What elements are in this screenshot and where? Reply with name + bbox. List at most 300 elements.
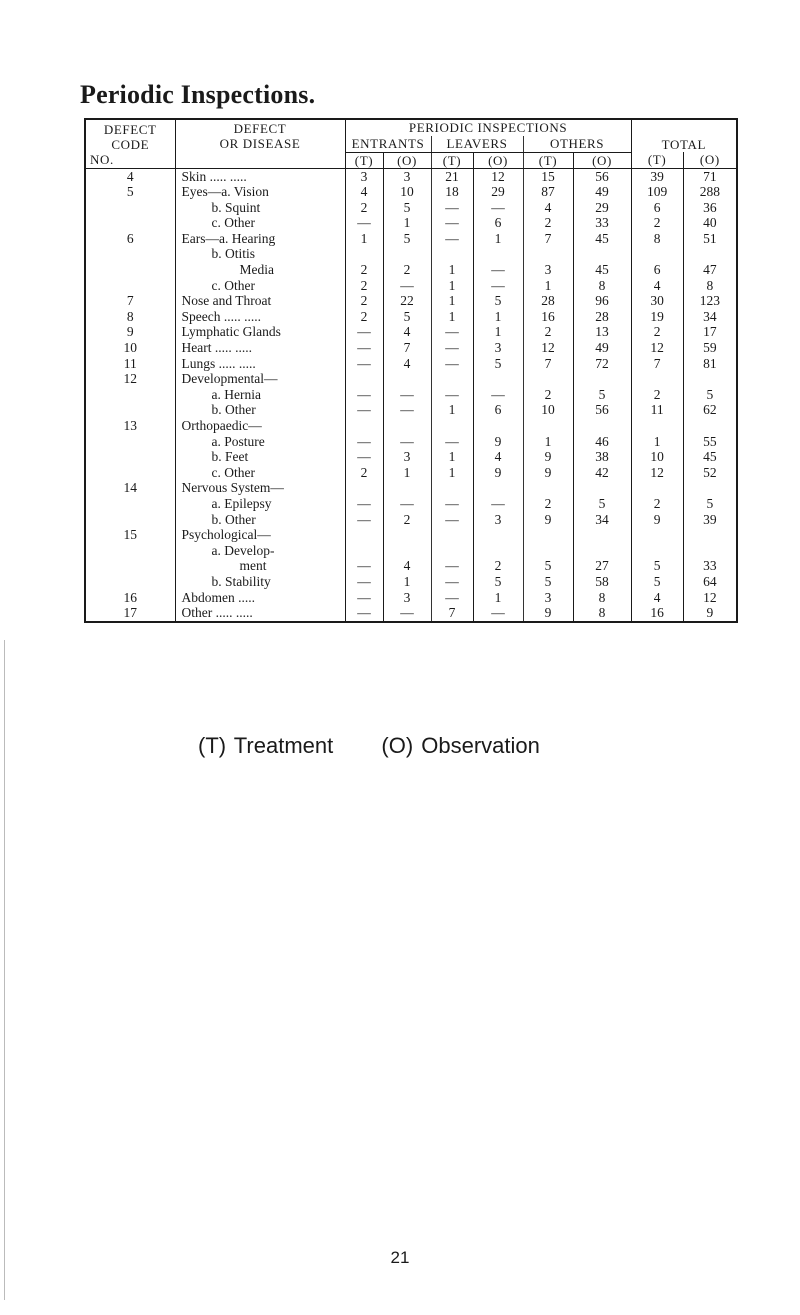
table-row [85,168,737,184]
leavers-t-cell [431,246,473,262]
leavers-t-cell: — [431,200,473,216]
leavers-t-cell: 7 [431,605,473,622]
total-t-header: (T) [631,152,683,168]
entrants-t-cell [345,371,383,387]
leavers-o-cell: 3 [473,340,523,356]
total-o-cell: 62 [703,402,717,418]
defect-name-cell: b. Other [175,512,345,528]
entrants-o-cell: 3 [383,168,431,184]
total-t-cell [631,527,683,543]
total-t-cell: 2 [631,324,683,340]
defect-name-cell: ment [175,558,345,574]
defect-code-cell [85,262,175,278]
code-label-2: CODE [111,137,150,152]
defect-name-cell: a. Posture [175,434,345,450]
total-o-cell: 59 [703,340,717,356]
leavers-o-cell: 1 [473,309,523,325]
legend [198,733,580,759]
leavers-o-cell: 12 [473,168,523,184]
leavers-o-cell: 2 [473,558,523,574]
defect-code-cell [85,543,175,559]
table-row [85,558,737,574]
table-row [85,200,737,216]
total-t-cell: 2 [631,215,683,231]
leavers-t-cell: — [431,590,473,606]
others-t-cell: 9 [523,465,573,481]
page-number: 21 [390,1248,410,1267]
table-row [85,543,737,559]
entrants-o-cell: — [383,278,431,294]
leavers-o-cell [473,371,523,387]
total-o-cell: 34 [703,308,717,324]
others-o-cell: 45 [573,262,631,278]
table-row [85,496,737,512]
others-t-cell: 28 [523,293,573,309]
total-o-cell: 5 [706,386,714,402]
total-o-cell: 55 [703,433,717,449]
total-o-cell: 81 [703,355,717,371]
leavers-t-cell: 1 [431,262,473,278]
others-o-cell [573,371,631,387]
entrants-o-cell: 7 [383,340,431,356]
leavers-t-cell [431,371,473,387]
leavers-o-cell: 1 [473,324,523,340]
defect-code-cell: 5 [85,184,175,200]
inspections-table [84,118,738,623]
total-o-cell: 288 [699,184,720,200]
table-row [85,387,737,403]
leavers-o-cell: 6 [473,402,523,418]
leavers-o-header: (O) [473,152,523,168]
entrants-o-cell: 4 [383,356,431,372]
leavers-t-cell: 1 [431,293,473,309]
defect-name-cell: a. Epilepsy [175,496,345,512]
total-t-cell: 12 [631,465,683,481]
defect-name-cell: Lymphatic Glands [175,324,345,340]
defect-code-cell [85,496,175,512]
table-row [85,324,737,340]
table-row [85,480,737,496]
leavers-o-cell [473,480,523,496]
defect-code-cell [85,449,175,465]
leavers-t-cell: — [431,231,473,247]
defect-name-cell: Psychological— [175,527,345,543]
leavers-o-cell: 5 [473,356,523,372]
table-row [85,527,737,543]
total-o-cell: 36 [703,199,717,215]
defect-code-cell [85,387,175,403]
others-o-cell: 49 [573,340,631,356]
defect-code-cell: 6 [85,231,175,247]
total-o-cell: 40 [703,215,717,231]
defect-code-cell: 4 [85,168,175,184]
table-row [85,293,737,309]
table-row [85,371,737,387]
total-o-cell: 71 [703,168,717,184]
others-o-cell: 5 [573,387,631,403]
page-title: Periodic Inspections. [80,80,316,109]
entrants-o-cell: 5 [383,309,431,325]
leavers-o-cell: 9 [473,465,523,481]
total-o-cell: 17 [703,324,717,340]
others-t-cell: 4 [523,200,573,216]
defect-name-cell: b. Squint [175,200,345,216]
leavers-t-cell: — [431,340,473,356]
defect-name-cell: c. Other [175,215,345,231]
table-body [85,168,737,622]
others-o-cell: 72 [573,356,631,372]
entrants-o-cell: — [383,387,431,403]
total-o-cell: 8 [706,277,714,293]
others-t-cell: 87 [523,184,573,200]
entrants-t-cell: — [345,215,383,231]
others-t-cell: 2 [523,387,573,403]
page-edge-line [4,640,5,1300]
leavers-o-cell: — [473,262,523,278]
entrants-o-cell [383,246,431,262]
total-t-cell: 9 [631,512,683,528]
total-o-cell [683,418,737,434]
defect-code-cell: 11 [85,356,175,372]
defect-disease-header [175,119,345,152]
defect-name-cell: a. Hernia [175,387,345,403]
table-row [85,512,737,528]
others-header: OTHERS [523,136,631,152]
entrants-o-cell: — [383,402,431,418]
table-row [85,605,737,622]
entrants-o-cell: — [383,434,431,450]
entrants-o-cell [383,371,431,387]
others-t-cell [523,543,573,559]
table-row [85,590,737,606]
leavers-o-cell: — [473,278,523,294]
leavers-o-cell: 5 [473,574,523,590]
total-o-cell [683,543,737,559]
defect-code-cell: 8 [85,309,175,325]
total-o-cell [683,480,737,496]
total-t-cell: 109 [631,184,683,200]
leavers-o-cell: 1 [473,231,523,247]
defect-code-cell: 15 [85,527,175,543]
leavers-o-cell [473,527,523,543]
others-o-cell: 33 [573,215,631,231]
entrants-t-cell [345,246,383,262]
table-row [85,340,737,356]
entrants-t-cell: 2 [345,278,383,294]
entrants-header: ENTRANTS [345,136,431,152]
leavers-o-cell: — [473,200,523,216]
others-o-cell: 58 [573,574,631,590]
total-t-cell: 16 [631,605,683,622]
entrants-t-cell: — [345,340,383,356]
defect-code-cell [85,246,175,262]
defect-code-header [85,119,175,152]
defect-code-cell [85,574,175,590]
defect-name-cell: Media [175,262,345,278]
total-o-cell [683,246,737,262]
table-row [85,278,737,294]
others-t-cell: 9 [523,512,573,528]
others-t-cell [523,418,573,434]
defect-name-cell: Abdomen ..... [175,590,345,606]
total-t-cell: 5 [631,558,683,574]
entrants-t-cell: — [345,324,383,340]
others-o-cell: 8 [573,278,631,294]
defect-code-cell: 12 [85,371,175,387]
others-t-cell: 5 [523,574,573,590]
entrants-t-cell: — [345,496,383,512]
leavers-o-cell: 6 [473,215,523,231]
leavers-o-cell [473,418,523,434]
defect-name-cell: Ears—a. Hearing [175,231,345,247]
leavers-t-cell [431,480,473,496]
others-o-cell: 42 [573,465,631,481]
others-t-cell [523,246,573,262]
total-header: TOTAL [661,137,706,152]
others-t-cell: 15 [523,168,573,184]
total-o-cell: 12 [703,589,717,605]
table-row [85,262,737,278]
total-t-cell: 30 [631,293,683,309]
others-t-cell: 7 [523,231,573,247]
defect-code-cell [85,465,175,481]
entrants-o-cell: 4 [383,324,431,340]
others-o-cell: 56 [573,168,631,184]
others-o-cell [573,543,631,559]
defect-name-cell: Heart ..... ..... [175,340,345,356]
defect-code-cell [85,215,175,231]
defect-name-cell: b. Otitis [175,246,345,262]
entrants-o-cell: — [383,605,431,622]
leavers-o-cell: 4 [473,449,523,465]
others-t-cell [523,371,573,387]
others-o-cell [573,480,631,496]
legend-treatment: (T) Treatment [198,733,334,758]
entrants-t-cell: — [345,558,383,574]
others-t-cell: 1 [523,434,573,450]
others-t-cell [523,527,573,543]
leavers-t-cell: — [431,512,473,528]
leavers-o-cell: 5 [473,293,523,309]
leavers-t-header: (T) [431,152,473,168]
entrants-t-cell: — [345,387,383,403]
entrants-t-cell: 2 [345,200,383,216]
total-t-cell: 10 [631,449,683,465]
others-t-cell: 5 [523,558,573,574]
total-t-cell: 7 [631,356,683,372]
entrants-o-cell: 22 [383,293,431,309]
others-o-cell: 56 [573,402,631,418]
total-t-cell: 1 [631,434,683,450]
leavers-t-cell [431,527,473,543]
total-t-cell [631,543,683,559]
others-o-cell [573,527,631,543]
leavers-o-cell: 3 [473,512,523,528]
total-o-cell: 123 [699,293,720,309]
others-t-cell: 9 [523,449,573,465]
table-row [85,184,737,200]
entrants-t-cell: — [345,402,383,418]
defect-code-cell: 17 [85,605,175,622]
others-o-cell: 34 [573,512,631,528]
others-t-cell: 2 [523,215,573,231]
entrants-t-cell [345,527,383,543]
others-t-cell: 2 [523,496,573,512]
total-o-cell: 47 [703,262,717,278]
defect-name-cell: b. Other [175,402,345,418]
others-t-cell: 12 [523,340,573,356]
others-o-cell: 49 [573,184,631,200]
others-o-cell: 46 [573,434,631,450]
entrants-o-cell: 1 [383,574,431,590]
leavers-t-cell: 1 [431,465,473,481]
leavers-t-cell: — [431,434,473,450]
entrants-o-cell: 5 [383,200,431,216]
entrants-t-cell: — [345,590,383,606]
total-t-cell: 12 [631,340,683,356]
entrants-t-cell: 2 [345,293,383,309]
leavers-t-cell: 1 [431,402,473,418]
total-o-cell: 39 [703,511,717,527]
total-o-cell [683,371,737,387]
leavers-t-cell [431,543,473,559]
entrants-o-cell: 4 [383,558,431,574]
entrants-o-cell: 1 [383,215,431,231]
leavers-o-cell: 9 [473,434,523,450]
total-t-cell: 6 [631,200,683,216]
defect-code-cell: 7 [85,293,175,309]
defect-code-cell [85,200,175,216]
defect-name-cell: Speech ..... ..... [175,309,345,325]
entrants-t-cell: — [345,605,383,622]
leavers-t-cell: — [431,324,473,340]
total-o-cell: 45 [703,449,717,465]
disease-label-2: OR DISEASE [219,136,301,151]
others-o-cell: 29 [573,200,631,216]
leavers-t-cell: — [431,558,473,574]
total-t-cell: 11 [631,402,683,418]
leavers-t-cell: — [431,496,473,512]
others-o-cell: 8 [573,605,631,622]
disease-subheader-blank [175,152,345,168]
defect-code-cell [85,402,175,418]
entrants-o-cell: 5 [383,231,431,247]
others-o-cell [573,418,631,434]
total-o-cell: 5 [706,495,714,511]
entrants-t-cell: 2 [345,465,383,481]
leavers-t-cell: — [431,387,473,403]
defect-code-cell: 9 [85,324,175,340]
others-o-cell: 5 [573,496,631,512]
total-o-cell: 51 [703,230,717,246]
defect-name-cell: Skin ..... ..... [175,168,345,184]
defect-code-cell: 13 [85,418,175,434]
total-o-cell: 33 [703,558,717,574]
defect-code-cell: 10 [85,340,175,356]
leavers-o-cell: — [473,605,523,622]
leavers-o-cell: — [473,387,523,403]
defect-name-cell: c. Other [175,278,345,294]
entrants-o-cell: 3 [383,449,431,465]
others-t-cell [523,480,573,496]
leavers-t-cell [431,418,473,434]
total-o-header: (O) [683,152,737,168]
table-row [85,449,737,465]
table-row [85,418,737,434]
entrants-t-cell: 2 [345,309,383,325]
others-t-header: (T) [523,152,573,168]
leavers-t-cell: 21 [431,168,473,184]
entrants-t-cell: — [345,512,383,528]
entrants-t-cell: — [345,574,383,590]
table-row [85,246,737,262]
table-row [85,574,737,590]
total-t-cell: 19 [631,309,683,325]
entrants-t-cell [345,418,383,434]
total-t-cell [631,480,683,496]
leavers-o-cell [473,543,523,559]
entrants-o-cell [383,418,431,434]
others-o-cell: 45 [573,231,631,247]
leavers-t-cell: — [431,356,473,372]
others-t-cell: 16 [523,309,573,325]
others-t-cell: 7 [523,356,573,372]
others-o-cell: 38 [573,449,631,465]
others-o-cell [573,246,631,262]
entrants-t-cell: 2 [345,262,383,278]
total-t-cell: 39 [631,168,683,184]
total-t-cell: 2 [631,387,683,403]
entrants-t-cell: 1 [345,231,383,247]
total-t-cell: 6 [631,262,683,278]
disease-label-1: DEFECT [233,121,287,136]
entrants-t-cell: 3 [345,168,383,184]
total-t-cell: 2 [631,496,683,512]
leavers-t-cell: 1 [431,309,473,325]
defect-name-cell: Developmental— [175,371,345,387]
others-o-cell: 13 [573,324,631,340]
defect-name-cell: Lungs ..... ..... [175,356,345,372]
entrants-o-cell [383,527,431,543]
entrants-o-cell [383,543,431,559]
defect-name-cell: Nose and Throat [175,293,345,309]
entrants-o-header: (O) [383,152,431,168]
total-t-cell [631,418,683,434]
defect-name-cell: c. Other [175,465,345,481]
entrants-t-cell [345,543,383,559]
defect-code-cell [85,278,175,294]
total-t-cell [631,371,683,387]
leavers-t-cell: 18 [431,184,473,200]
leavers-o-cell: — [473,496,523,512]
total-o-cell: 52 [703,464,717,480]
leavers-o-cell [473,246,523,262]
defect-name-cell: Eyes—a. Vision [175,184,345,200]
code-label-1: DEFECT [103,122,157,137]
total-t-cell: 5 [631,574,683,590]
entrants-t-cell: — [345,434,383,450]
others-t-cell: 3 [523,262,573,278]
code-label-3: NO. [85,152,175,168]
legend-observation: (O) Observation [381,733,540,758]
leavers-t-cell: — [431,215,473,231]
header-row-3 [85,152,737,168]
total-o-cell: 9 [706,605,714,621]
table-row [85,356,737,372]
leavers-t-cell: 1 [431,449,473,465]
periodic-header: PERIODIC INSPECTIONS [345,119,631,136]
others-o-header: (O) [573,152,631,168]
